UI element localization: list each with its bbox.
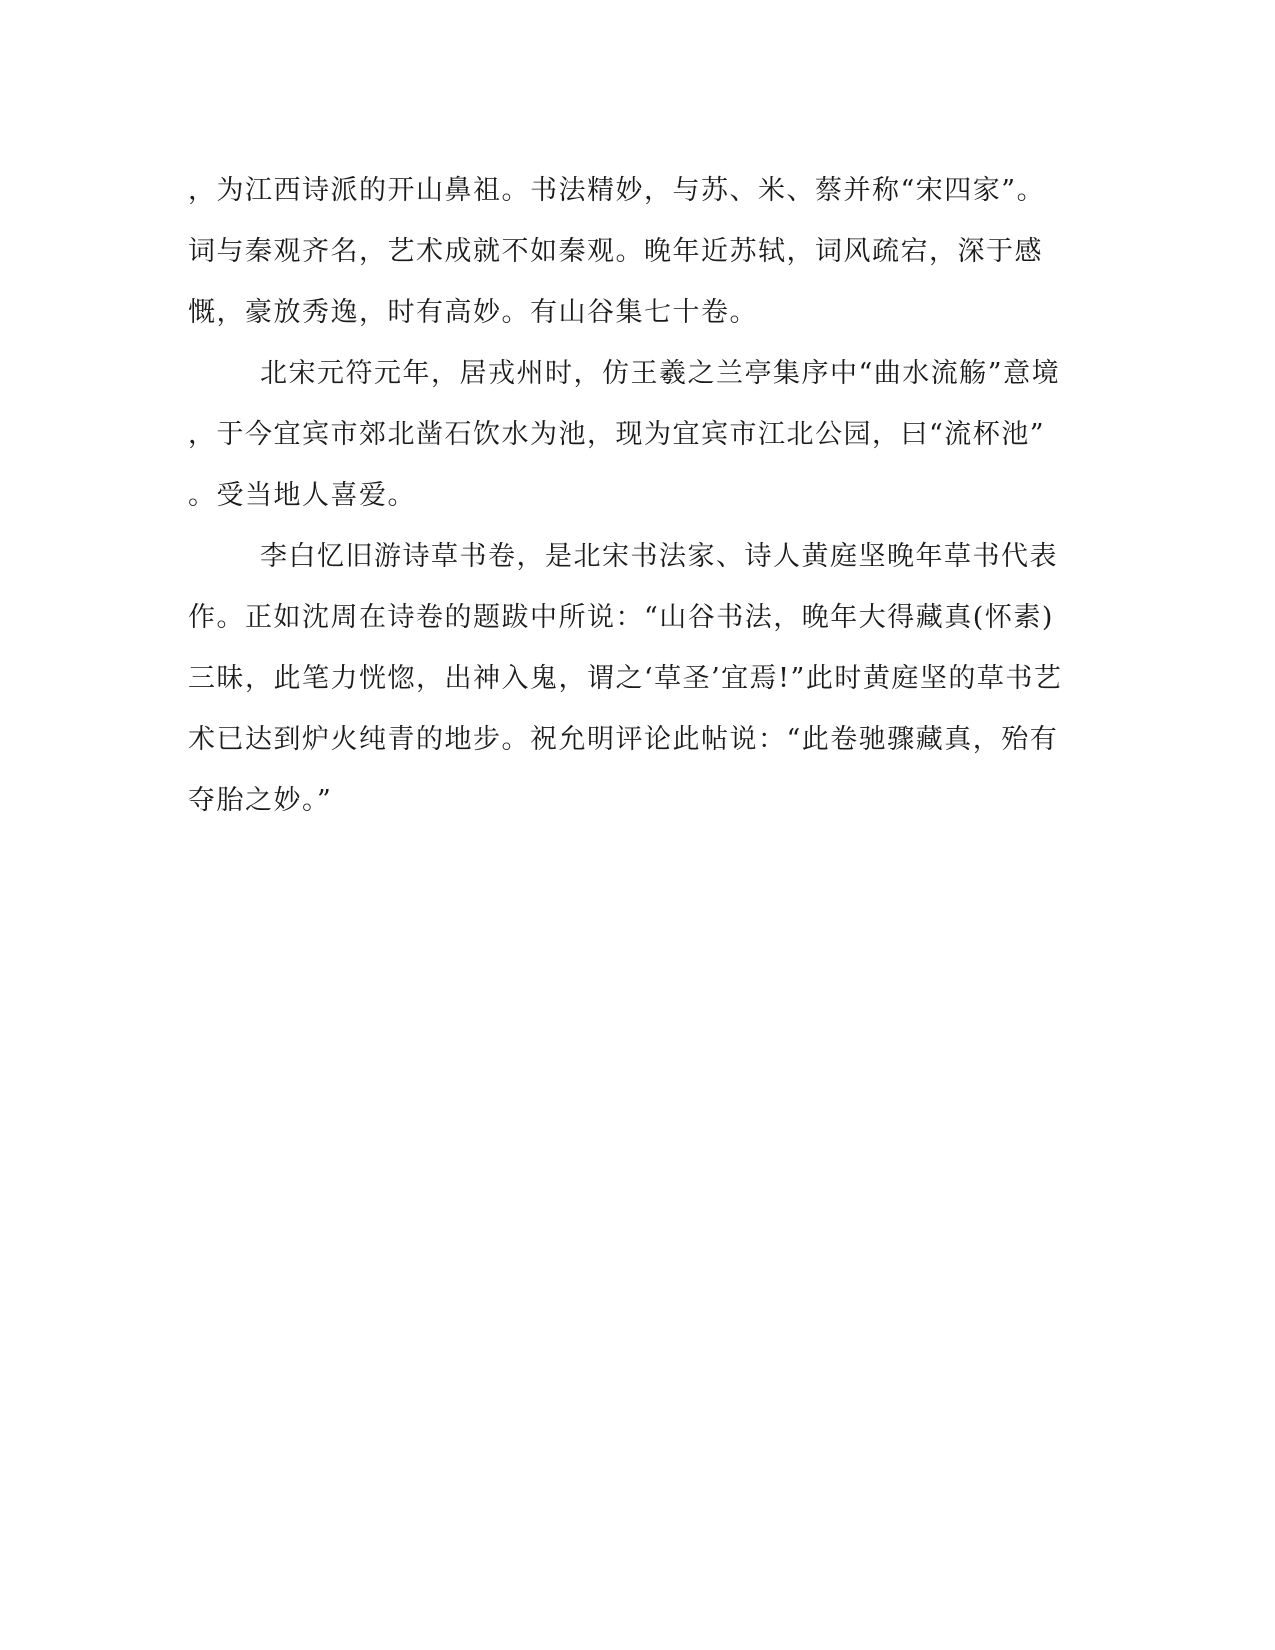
- text-line: 。受当地人喜爱。: [188, 480, 416, 511]
- text-line: ，于今宜宾市郊北凿石饮水为池，现为宜宾市江北公园，曰“流杯池”: [188, 419, 1046, 450]
- text-line: 术已达到炉火纯青的地步。祝允明评论此帖说：“此卷驰骤藏真，殆有: [188, 724, 1059, 755]
- text-line: 作。正如沈周在诗卷的题跋中所说：“山谷书法，晚年大得藏真(怀素): [188, 602, 1054, 633]
- text-line: 三昧，此笔力恍惚，出神入鬼，谓之‘草圣’宜焉!”此时黄庭坚的草书艺: [188, 663, 1063, 694]
- text-line: 北宋元符元年，居戎州时，仿王羲之兰亭集序中“曲水流觞”意境: [260, 358, 1061, 389]
- text-line: 慨，豪放秀逸，时有高妙。有山谷集七十卷。: [188, 297, 758, 328]
- text-line: 李白忆旧游诗草书卷，是北宋书法家、诗人黄庭坚晚年草书代表: [260, 541, 1058, 572]
- body-text: [188, 160, 1088, 831]
- text-line: ，为江西诗派的开山鼻祖。书法精妙，与苏、米、蔡并称“宋四家”。: [188, 175, 1046, 206]
- paragraph-1: [188, 160, 1088, 343]
- paragraph-2: [188, 343, 1088, 526]
- paragraph-3: [188, 526, 1088, 831]
- text-line: 夺胎之妙。”: [188, 785, 333, 816]
- text-line: 词与秦观齐名，艺术成就不如秦观。晚年近苏轼，词风疏宕，深于感: [188, 236, 1043, 267]
